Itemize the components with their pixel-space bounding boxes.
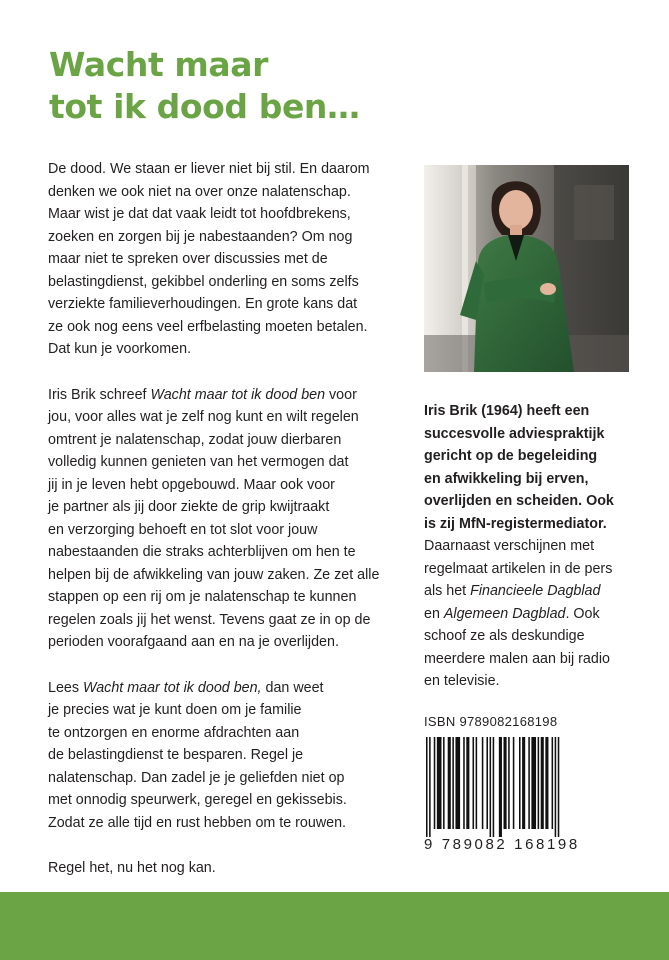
barcode-bar [482,737,484,829]
blurb-line: nalatenschap. Dan zadel je je geliefden niet op [48,769,345,786]
barcode-digits: 9 789082 168198 [424,836,580,853]
book-title [49,44,360,128]
footer-band [0,892,669,960]
blurb-line: je precies wat je kunt doen om je familie [48,702,302,718]
blurb-line: je partner als jij door ziekte de grip kwijtraakt [48,499,330,515]
book-title-inline: Wacht maar tot ik dood ben [150,386,326,403]
author-bio [424,400,639,693]
blurb [48,158,393,880]
barcode-bar [486,737,488,829]
bio-line: Iris Brik (1964) heeft een [424,403,590,419]
bio-text: en [424,605,444,622]
title-line-2: tot ik dood ben… [49,87,360,126]
barcode-bar [499,737,502,837]
barcode-bar [463,737,465,829]
bio-line [424,603,639,626]
bio-text: als het [424,583,471,599]
barcode-bar [504,737,507,829]
bio-line: meerdere malen aan bij radio [424,650,610,667]
blurb-paragraph-1 [48,158,393,361]
blurb-paragraph-2 [48,384,393,654]
book-title-inline: Wacht maar tot ik dood ben, [82,679,262,696]
newspaper-name: Financieele Dagblad [470,583,601,599]
blurb-paragraph-3 [48,677,393,835]
blurb-line: helpen bij de afwikkeling van jouw zaken. Ze zet alle [48,566,380,583]
blurb-text: Iris Brik schreef [48,386,151,403]
barcode-bar [426,737,428,837]
barcode-bar [452,737,454,829]
barcode-bar [519,737,521,829]
barcode-bar [555,737,557,837]
barcode-bar [429,737,431,837]
barcode-bar [538,737,540,829]
barcode-bar [490,737,492,837]
barcode-bar [473,737,475,829]
bio-line: is zij MfN-registermediator. [424,515,607,532]
blurb-line: ze ook nog eens veel erfbelasting moeten betalen. [48,318,368,335]
blurb-line: denken we ook niet na over onze nalatenschap. [48,183,351,200]
blurb-line: jij in je leven hebt opgebouwd. Maar ook voor [48,476,335,493]
blurb-line: jou, voor alles wat je zelf nog kunt en wilt regelen [48,409,359,425]
barcode-bar [448,737,451,829]
blurb-line: maar niet te spreken over discussies met de [48,251,328,267]
blurb-line: nabestaanden die straks achterblijven om hen te [48,544,356,560]
blurb-line: de belastingdienst te besparen. Regel je [48,747,304,763]
blurb-line [48,677,393,700]
blurb-line: volledig kunnen genieten van het vermogen dat [48,454,349,470]
blurb-line: omtrent je nalatenschap, zodat jouw dierbaren [48,431,342,448]
barcode-bar [493,737,495,837]
blurb-paragraph-4 [48,857,393,880]
newspaper-name: Algemeen Dagblad [443,605,566,622]
barcode-bar [545,737,548,829]
barcode-bar [552,737,554,829]
bio-line [424,580,639,603]
barcode-bar [513,737,515,829]
blurb-line: regelen zoals jij het wenst. Tevens gaat ze in op de [48,611,371,628]
author-portrait-illustration [424,165,629,372]
blurb-line: Maar wist je dat dat vaak leidt tot hoofdbrekens, [48,206,351,222]
blurb-line: perioden voorafgaand aan en na je overlijden. [48,634,339,650]
blurb-line [48,384,393,407]
bio-line: schoof ze als deskundige [424,628,585,644]
blurb-line: De dood. We staan er liever niet bij stil. En daarom [48,161,370,177]
blurb-line: verziekte familieverhoudingen. En grote kans dat [48,296,358,312]
bio-line: en televisie. [424,673,500,689]
blurb-line: Dat kun je voorkomen. [48,341,192,357]
barcode-bar [528,737,530,829]
blurb-line: Zodat ze alle tijd en rust hebben om te rouwen. [48,814,347,831]
author-portrait [424,165,629,372]
title-line-1: Wacht maar [49,45,269,84]
author-bio-regular [424,535,639,693]
blurb-text: Lees [48,679,83,696]
blurb-line: Regel het, nu het nog kan. [48,860,216,876]
barcode-bar [522,737,525,829]
barcode-bar [476,737,478,829]
blurb-line: met onnodig speurwerk, geregel en gekissebis. [48,792,347,808]
bio-line: overlijden en scheiden. Ook [424,493,614,509]
bio-line: succesvolle adviespraktijk [424,425,605,442]
author-bio-bold [424,400,639,535]
barcode-bar [558,737,560,837]
barcode-bar [531,737,536,829]
barcode-bar [443,737,445,829]
blurb-line: en verzorging behoeft en tot slot voor jouw [48,521,318,538]
barcode-bar [434,737,436,829]
blurb-line: stappen op een rij om je nalatenschap te kunnen [48,589,357,605]
isbn-barcode [424,737,614,837]
isbn-label: ISBN 9789082168198 [424,714,558,729]
blurb-text: dan weet [261,679,324,696]
bio-text: . Ook [565,605,600,622]
blurb-text: voor [325,386,357,403]
bio-line: en afwikkeling bij erven, [424,470,589,487]
barcode-bar [508,737,510,829]
barcode-bar [437,737,442,829]
blurb-line: zoeken en zorgen bij je nabestaanden? Om nog [48,228,353,245]
bio-line: Daarnaast verschijnen met [424,538,595,554]
bio-line: gericht op de begeleiding [424,448,598,464]
barcode-bar [466,737,469,829]
blurb-line: belastingdienst, gekibbel onderling en soms zelfs [48,273,359,290]
barcode-bar [455,737,460,829]
barcode-bar [541,737,544,829]
blurb-line: te ontzorgen en enorme afdrachten aan [48,724,300,741]
bio-line: regelmaat artikelen in de pers [424,560,613,577]
